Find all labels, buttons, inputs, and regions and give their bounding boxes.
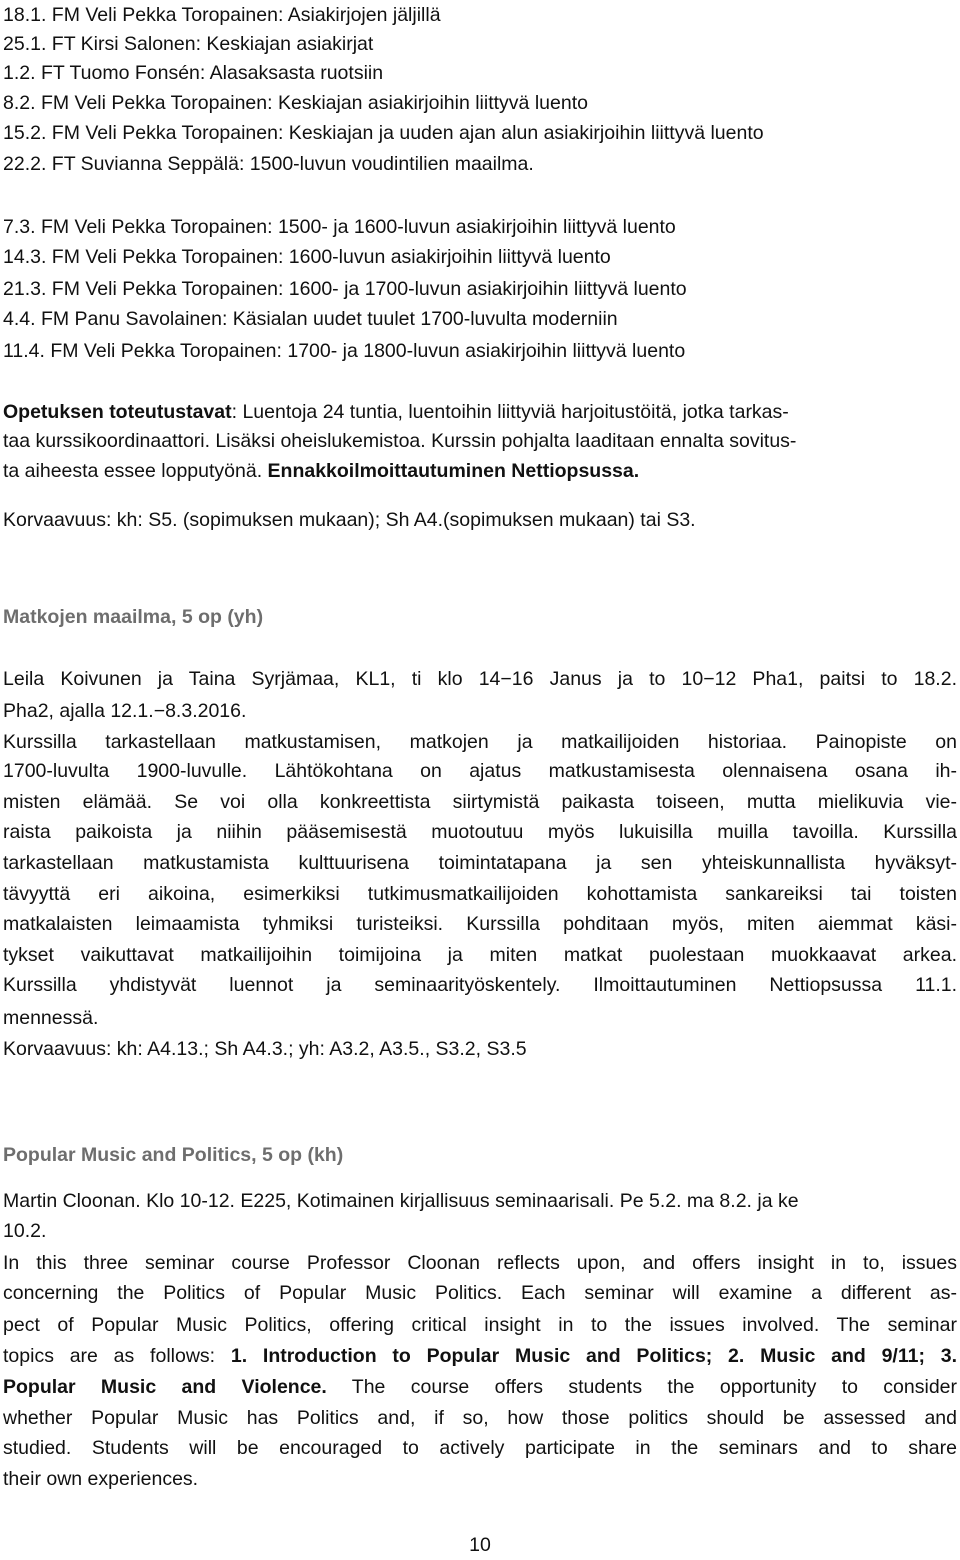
course-text-line: tykset vaikuttavat matkailijoihin toimijoina ja miten matkat puolestaan muokkaavat arkea. [3,944,957,966]
course-heading: Matkojen maailma, 5 op (yh) [3,606,264,628]
schedule-item: 25.1. FT Kirsi Salonen: Keskiajan asiakirjat [3,33,374,55]
seminar-topic: Popular Music and Violence. [3,1376,327,1398]
course-text-line: Kurssilla tarkastellaan matkustamisen, matkojen ja matkailijoiden historiaa. Painopiste on [3,731,957,753]
course-text-line: Popular Music and Violence. The course offers students the opportunity to consider [3,1376,957,1398]
course-text-line: raista paikoista ja niihin pääsemisestä muotoutuu myös lukuisilla muilla tavoilla. Kurssilla [3,821,957,843]
schedule-item: 22.2. FT Suvianna Seppälä: 1500-luvun voudintilien maailma. [3,153,534,175]
schedule-item: 7.3. FM Veli Pekka Toropainen: 1500- ja 1600-luvun asiakirjoihin liittyvä luento [3,216,676,238]
course-text-line: tävyyttä eri aikoina, esimerkiksi tutkimusmatkailijoiden kohottamista sankareiksi tai toisten [3,883,957,905]
course-text-line: In this three seminar course Professor Cloonan reflects upon, and offers insight in to, issues [3,1252,957,1274]
course-text-line: Leila Koivunen ja Taina Syrjämaa, KL1, ti klo 14−16 Janus ja to 10−12 Pha1, paitsi to 18.2. [3,668,957,690]
teaching-label: Opetuksen toteutustavat [3,401,232,423]
schedule-item: 15.2. FM Veli Pekka Toropainen: Keskiajan ja uuden ajan alun asiakirjoihin liittyvä luento [3,122,764,144]
course-text-line: Pha2, ajalla 12.1.−8.3.2016. [3,700,247,722]
course-text-line: misten elämää. Se voi olla konkreettista siirtymistä paikasta toiseen, mutta mielikuvia vie- [3,791,957,813]
seminar-topics: 1. Introduction to Popular Music and Politics; 2. Music and 9/11; 3. [230,1345,957,1367]
course-heading: Popular Music and Politics, 5 op (kh) [3,1144,344,1166]
course-text-line: their own experiences. [3,1468,199,1490]
schedule-item: 18.1. FM Veli Pekka Toropainen: Asiakirjojen jäljillä [3,4,441,26]
teaching-line: ta aiheesta essee lopputyönä. Ennakkoilmoittautuminen Nettiopsussa. [3,460,640,482]
course-text-line: matkalaisten leimaamista tyhmiksi turisteiksi. Kurssilla pohditaan myös, miten aiemmat käsi- [3,913,957,935]
schedule-item: 14.3. FM Veli Pekka Toropainen: 1600-luvun asiakirjoihin liittyvä luento [3,246,611,268]
course-text-line: concerning the Politics of Popular Music Politics. Each seminar will examine a different as- [3,1282,957,1304]
schedule-item: 21.3. FM Veli Pekka Toropainen: 1600- ja 1700-luvun asiakirjoihin liittyvä luento [3,278,687,300]
course-text-line: 10.2. [3,1220,47,1242]
equivalence-line: Korvaavuus: kh: S5. (sopimuksen mukaan); Sh A4.(sopimuksen mukaan) tai S3. [3,509,696,531]
course-text-line: tarkastellaan matkustamista kulttuurisena toimintatapana ja sen yhteiskunnallista hyväksyt- [3,852,957,874]
schedule-item: 1.2. FT Tuomo Fonsén: Alasaksasta ruotsiin [3,62,384,84]
course-text-line: Kurssilla yhdistyvät luennot ja seminaarityöskentely. Ilmoittautuminen Nettiopsussa 11.1. [3,974,957,996]
teaching-line: Opetuksen toteutustavat: Luentoja 24 tuntia, luentoihin liittyviä harjoitustöitä, jotka tarkas- [3,401,789,423]
teaching-line: taa kurssikoordinaattori. Lisäksi oheislukemistoa. Kurssin pohjalta laaditaan ennalta sovitus- [3,430,797,452]
schedule-item: 11.4. FM Veli Pekka Toropainen: 1700- ja 1800-luvun asiakirjoihin liittyvä luento [3,340,686,362]
course-text-line: topics are as follows: 1. Introduction to Popular Music and Politics; 2. Music and 9/11; 3. [3,1345,957,1367]
course-text-line: studied. Students will be encouraged to actively participate in the seminars and to share [3,1437,957,1459]
course-text-line: pect of Popular Music Politics, offering critical insight in to the issues involved. The seminar [3,1314,957,1336]
course-text-line: mennessä. [3,1007,99,1029]
registration-note: Ennakkoilmoittautuminen Nettiopsussa. [267,460,640,482]
equivalence-line: Korvaavuus: kh: A4.13.; Sh A4.3.; yh: A3.2, A3.5., S3.2, S3.5 [3,1038,527,1060]
page-number: 10 [469,1534,491,1556]
course-text-line: Martin Cloonan. Klo 10-12. E225, Kotimainen kirjallisuus seminaarisali. Pe 5.2. ma 8.2. ja ke [3,1190,799,1212]
schedule-item: 8.2. FM Veli Pekka Toropainen: Keskiajan asiakirjoihin liittyvä luento [3,92,588,114]
course-text-line: 1700-luvulta 1900-luvulle. Lähtökohtana on ajatus matkustamisesta olennaisena osana ih- [3,760,957,782]
schedule-item: 4.4. FM Panu Savolainen: Käsialan uudet tuulet 1700-luvulta moderniin [3,308,618,330]
course-text-line: whether Popular Music has Politics and, if so, how those politics should be assessed and [3,1407,957,1429]
